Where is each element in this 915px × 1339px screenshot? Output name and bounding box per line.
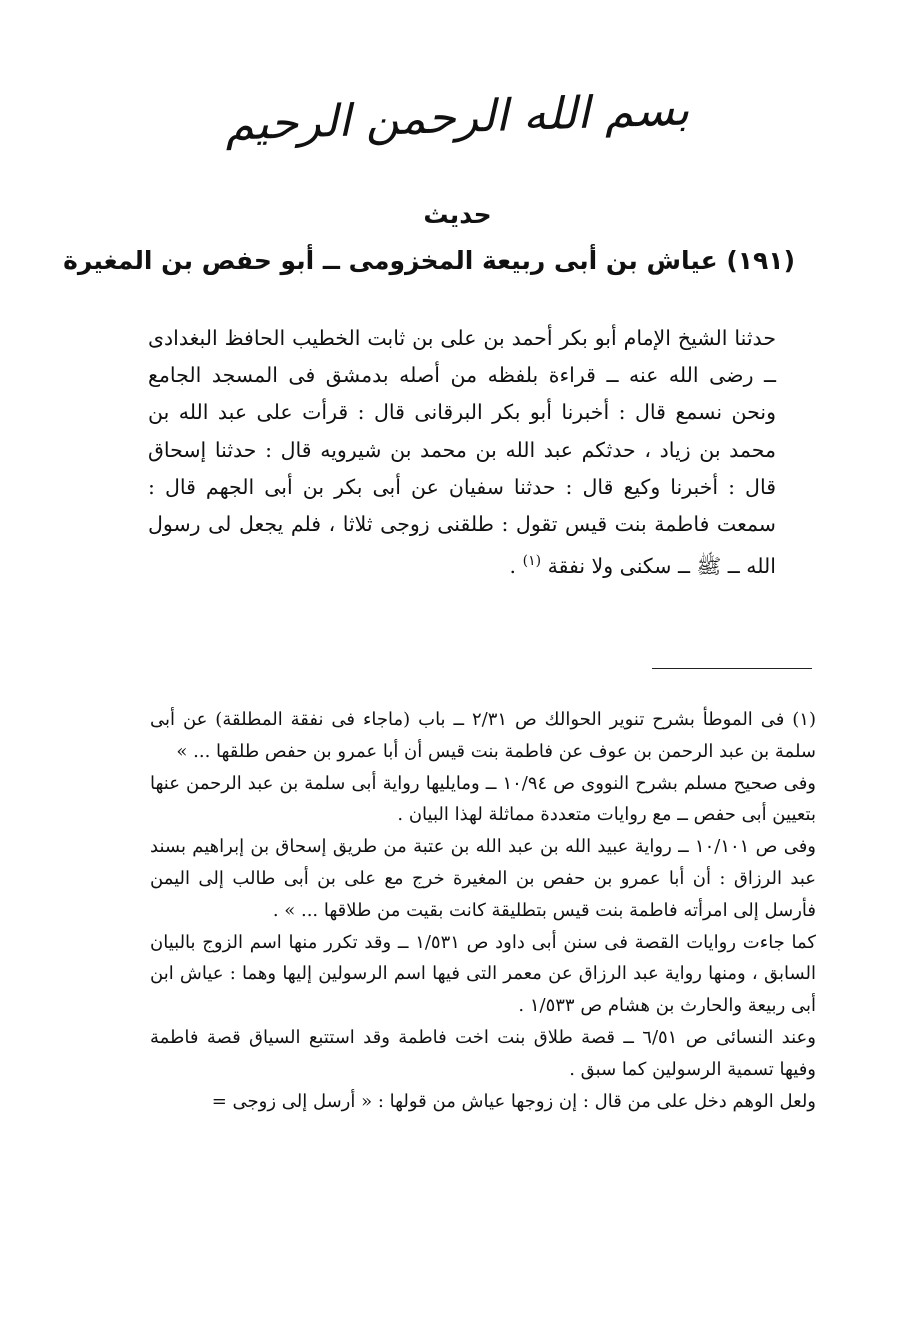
footnote-paragraph: كما جاءت روايات القصة فى سنن أبى داود ص ١/٥٣١ ــ وقد تكرر منها اسم الزوج بالبيان السابق ، ومنها رواية عبد الرزاق عن معمر التى فيها اسم الرسولين إليها وهما : عياش ابن أبى ربيعة والحارث بن هشام ص ١/٥٣٣ . [150, 931, 816, 1017]
footnote-separator [652, 668, 812, 669]
footnote-paragraph: (١) فى الموطأ بشرح تنوير الحوالك ص ٢/٣١ ــ باب (ماجاء فى نفقة المطلقة) عن أبى سلمة بن عبد الرحمن بن عوف عن فاطمة بنت قيس أن أبا عمرو بن حفص طلقها ... » [150, 709, 816, 762]
footnote-reference: (١) [522, 553, 542, 570]
footnote-paragraph: ولعل الوهم دخل على من قال : إن زوجها عياش من قولها : « أرسل إلى زوجى = [211, 1090, 816, 1112]
hadith-text: حدثنا الشيخ الإمام أبو بكر أحمد بن على بن ثابت الخطيب الحافظ البغدادى ــ رضى الله عنه ــ قراءة بلفظه من أصله بدمشق فى المسجد الجامع ونحن نسمع قال : أخبرنا أبو بكر البرقانى قال : قرأت على عبد الله بن محمد بن زياد ، حدثكم عبد الله بن محمد بن شيرويه قال : حدثنا إسحاق قال : أخبرنا وكيع قال : حدثنا سفيان عن أبى بكر بن أبى الجهم قال : سمعت فاطمة بنت قيس تقول : طلقنى زوجى ثلاثا ، فلم يجعل لى رسول الله ــ ﷺ ــ سكنى ولا نفقة [148, 326, 776, 579]
hadith-end: . [509, 554, 523, 579]
footnotes [150, 704, 816, 1117]
basmala-text: بسم الله الرحمن الرحيم [224, 84, 691, 151]
hadith-body [148, 320, 776, 585]
basmala-calligraphy [0, 84, 915, 151]
section-heading: حديث [423, 200, 492, 229]
footnote-paragraph: وفى ص ١٠/١٠١ ــ رواية عبيد الله بن عبد الله بن عتبة من طريق إسحاق بن إبراهيم بسند عبد الرزاق : أن أبا عمرو بن حفص بن المغيرة خرج مع على بن أبى طالب إلى اليمن فأرسل إلى امرأته فاطمة بنت قيس بتطليقة كانت بقيت من طلاقها ... » . [150, 836, 816, 921]
hadith-title: (١٩١) عياش بن أبى ربيعة المخزومى ــ أبو حفص بن المغيرة [63, 246, 795, 275]
footnote-paragraph: وعند النسائى ص ٦/٥١ ــ قصة طلاق بنت اخت فاطمة وقد استتبع السياق قصة فاطمة وفيها تسمية الرسولين كما سبق . [150, 1026, 816, 1080]
footnote-paragraph: وفى صحيح مسلم بشرح النووى ص ١٠/٩٤ ــ ومايليها رواية أبى سلمة بن عبد الرحمن عنها بتعيين أبى حفص ــ مع روايات متعددة مماثلة لهذا البيان . [150, 772, 816, 826]
